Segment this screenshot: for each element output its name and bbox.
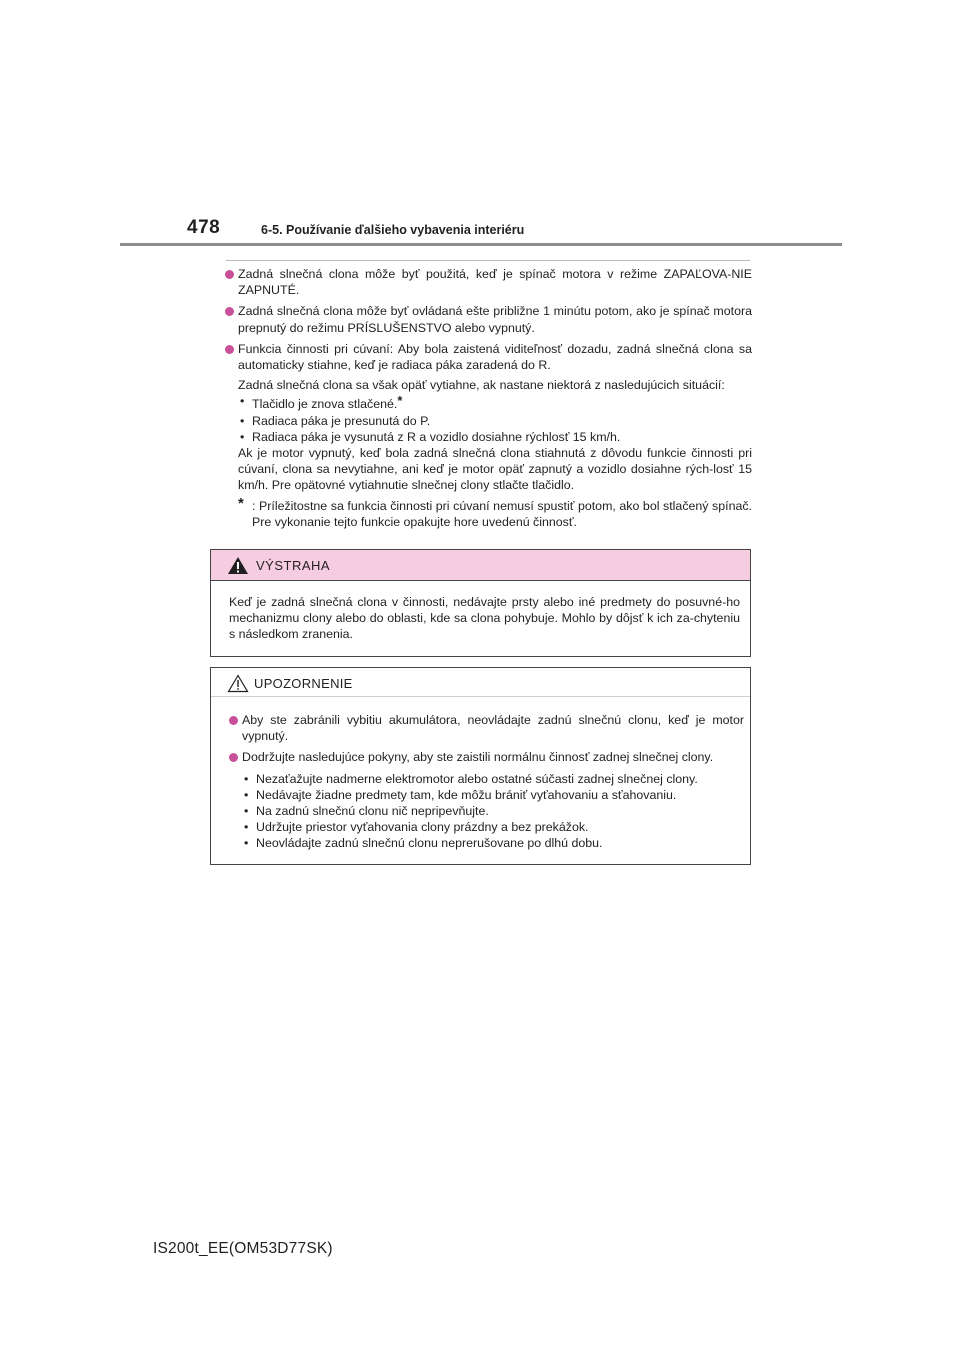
- content-top-rule: [226, 260, 750, 261]
- warning-text: Keď je zadná slnečná clona v činnosti, nedávajte prsty alebo iné predmety do posuvné-ho mechanizmu clony alebo do oblasti, kde sa clona pohybuje. Mohlo by dôjsť k ich za-chyteniu s následkom zranenia.: [229, 595, 740, 642]
- warning-title: VÝSTRAHA: [256, 558, 331, 573]
- section-title: 6-5. Používanie ďalšieho vybavenia interiéru: [261, 223, 525, 237]
- caution-item: [228, 749, 744, 765]
- note-item: [224, 266, 752, 298]
- document-code: IS200t_EE(OM53D77SK): [153, 1240, 333, 1257]
- caution-triangle-icon: [227, 674, 249, 693]
- caution-subitem: • Neovládajte zadnú slnečnú clonu neprerušovane po dlhú dobu.: [228, 835, 744, 851]
- note-item: [224, 303, 752, 335]
- warning-header: [211, 550, 750, 581]
- note-subitem: [238, 393, 752, 412]
- page-number: 478: [187, 217, 221, 238]
- warning-triangle-icon: [227, 556, 249, 575]
- caution-subitem: • Na zadnú slnečnú clonu nič nepripevňujte.: [228, 803, 744, 819]
- notes-section: [224, 266, 752, 535]
- caution-item: [228, 712, 744, 744]
- caution-text: Aby ste zabránili vybitiu akumulátora, neovládajte zadnú slnečnú clonu, keď je motor vypnutý.: [242, 713, 744, 744]
- caution-header: [211, 668, 750, 697]
- note-text: Funkcia činnosti pri cúvaní: Aby bola zaistená viditeľnosť dozadu, zadná slnečná clona sa automaticky stiahne, keď je radiaca páka zaradená do R.: [238, 341, 752, 373]
- header-rule: [120, 243, 842, 246]
- footnote: [238, 494, 752, 530]
- note-item-reverse-function: [224, 341, 752, 530]
- footnote-text: : Príležitostne sa funkcia činnosti pri cúvaní nemusí spustiť potom, ako bol stlačený spínač. Pre vykonanie tejto funkcie opakujte hore uvedenú činnosť.: [252, 498, 752, 529]
- caution-title: UPOZORNENIE: [254, 676, 353, 691]
- note-paragraph: Zadná slnečná clona sa však opäť vytiahne, ak nastane niektorá z nasledujúcich situácií:: [238, 378, 725, 393]
- bullet-dot-icon: [225, 307, 234, 316]
- caution-subitem: • Nezaťažujte nadmerne elektromotor alebo ostatné súčasti zadnej slnečnej clony.: [228, 771, 744, 787]
- page-header: [120, 214, 842, 248]
- bullet-dot-icon: [229, 716, 238, 725]
- bullet-dot-icon: [225, 345, 234, 354]
- warning-box: [210, 549, 751, 657]
- note-subitem: • Radiaca páka je vysunutá z R a vozidlo dosiahne rýchlosť 15 km/h.: [238, 429, 752, 445]
- note-paragraph: Ak je motor vypnutý, keď bola zadná slnečná clona stiahnutá z dôvodu funkcie činnosti pri cúvaní, clona sa nevytiahne, ani keď je motor opäť zapnutý a vozidlo dosiahne rých-losť 15 km/h. Pre opätovné vytiahnutie slnečnej clony stlačte tlačidlo.: [238, 446, 752, 493]
- caution-box: [210, 667, 751, 865]
- caution-text: Dodržujte nasledujúce pokyny, aby ste zaistili normálnu činnosť zadnej slnečnej clony.: [242, 750, 714, 765]
- note-subitem: • Radiaca páka je presunutá do P.: [238, 413, 752, 429]
- subitem-text: Tlačidlo je znova stlačené.: [252, 397, 398, 412]
- bullet-dot-icon: [229, 753, 238, 762]
- bullet-dot-icon: [225, 270, 234, 279]
- caution-subitem: • Udržujte priestor vyťahovania clony prázdny a bez prekážok.: [228, 819, 744, 835]
- note-text: Zadná slnečná clona môže byť ovládaná ešte približne 1 minútu potom, ako je spínač motora prepnutý do režimu PRÍSLUŠENSTVO alebo vypnutý.: [238, 304, 752, 335]
- footnote-mark: *: [238, 494, 244, 512]
- note-text: Zadná slnečná clona môže byť použitá, keď je spínač motora v režime ZAPAĽOVA-NIE ZAPNUTÉ.: [238, 267, 752, 298]
- caution-subitem: • Nedávajte žiadne predmety tam, kde môžu brániť vyťahovaniu a sťahovaniu.: [228, 787, 744, 803]
- caution-body: [228, 712, 744, 852]
- asterisk-mark: *: [397, 393, 403, 409]
